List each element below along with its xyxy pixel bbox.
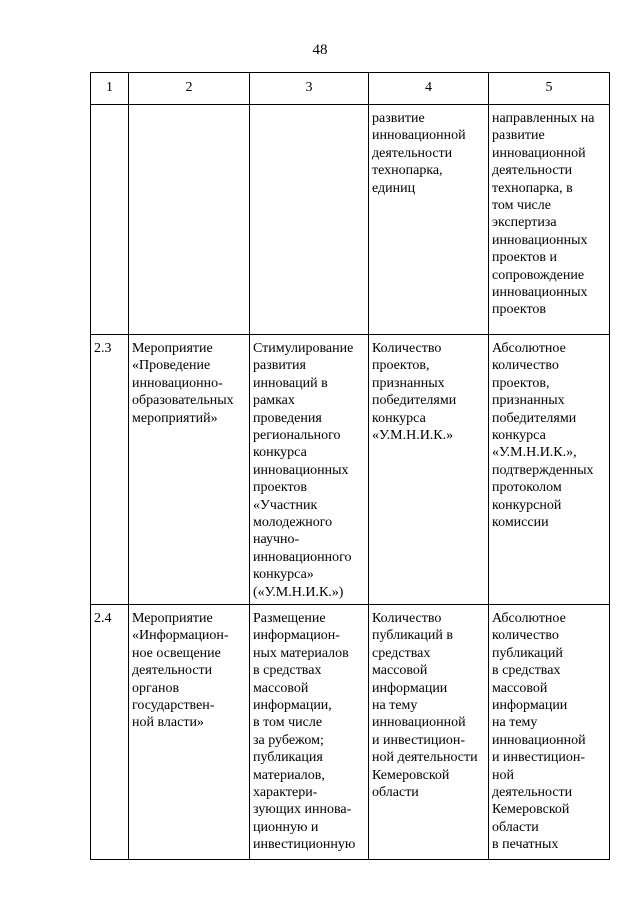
page-number: 48 (312, 42, 328, 58)
table-row (91, 335, 610, 605)
header-cell-5: 5 (489, 73, 610, 105)
measure-description-cell: Стимулирование развития инноваций в рамках проведения регионального конкурса инновационных проектов «Участник молодежного научно- инновационного конкурса» («У.М.Н.И.К.») (250, 335, 369, 605)
header-cell-1: 1 (91, 73, 129, 105)
table-row (91, 105, 610, 335)
measure-name-cell: Мероприятие «Информацион- ное освещение деятельности органов государствен- ной власти» (129, 605, 250, 860)
measure-name-cell: Мероприятие «Проведение инновационно- образовательных мероприятий» (129, 335, 250, 605)
measure-description-cell: Размещение информацион- ных материалов в средствах массовой информации, в том числе за рубежом; публикация материалов, характери- зующих иннова- ционную и инвестиционную (250, 605, 369, 860)
row-number-cell: 2.3 (91, 335, 129, 605)
calculation-method-cell: направленных на развитие инновационной деятельности технопарка, в том числе экспертиза инновационных проектов и сопровождение инновационных проектов (489, 105, 610, 335)
indicator-cell: Количество проектов, признанных победителями конкурса «У.М.Н.И.К.» (369, 335, 489, 605)
header-row (91, 73, 610, 105)
indicator-cell: Количество публикаций в средствах массовой информации на тему инновационной и инвестицион- ной деятельности Кемеровской области (369, 605, 489, 860)
calculation-method-cell: Абсолютное количество проектов, признанных победителями конкурса «У.М.Н.И.К.», подтвержденных протоколом конкурсной комиссии (489, 335, 610, 605)
header-cell-3: 3 (250, 73, 369, 105)
measures-table (90, 72, 610, 860)
row-number-cell: 2.4 (91, 605, 129, 860)
header-cell-4: 4 (369, 73, 489, 105)
measure-name-cell (129, 105, 250, 335)
calculation-method-cell: Абсолютное количество публикаций в средствах массовой информации на тему инновационной и инвестицион- ной деятельности Кемеровской области в печатных (489, 605, 610, 860)
row-number-cell (91, 105, 129, 335)
header-cell-2: 2 (129, 73, 250, 105)
measure-description-cell (250, 105, 369, 335)
table-row (91, 605, 610, 860)
indicator-cell: развитие инновационной деятельности технопарка, единиц (369, 105, 489, 335)
